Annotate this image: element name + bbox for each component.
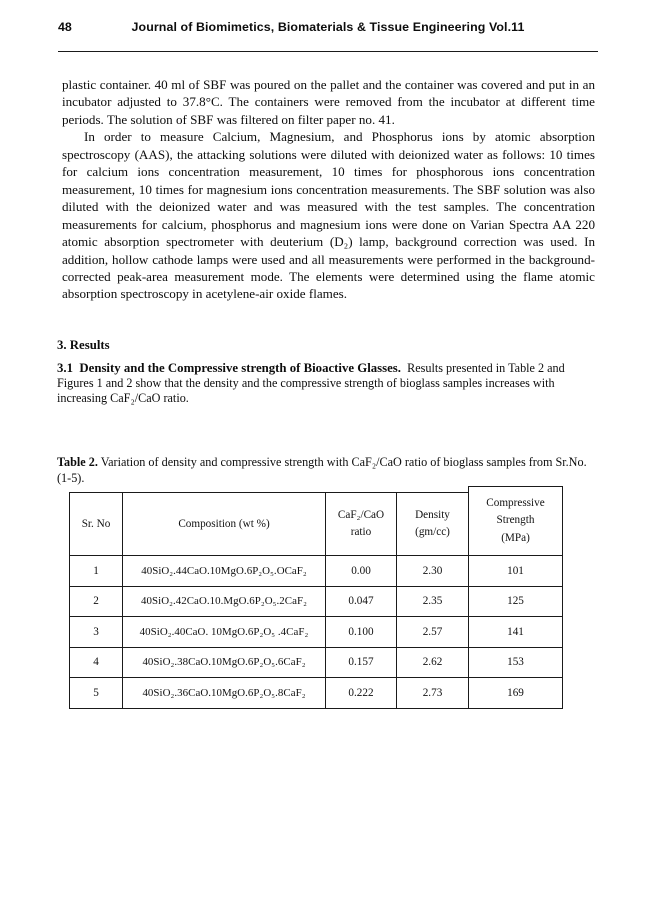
cell-composition: 40SiO₂.44CaO.10MgO.6P₂O₅.OCaF₂ [123, 556, 326, 587]
table-caption-label: Table 2. [57, 455, 98, 469]
table-row [70, 678, 563, 709]
cell-density: 2.57 [397, 617, 469, 648]
header-ratio-line2: ratio [350, 526, 372, 538]
cell-composition: 40SiO₂.36CaO.10MgO.6P₂O₅.8CaF₂ [123, 678, 326, 709]
subsection-3-1 [57, 361, 597, 407]
cell-sr-no: 3 [70, 617, 123, 648]
table-header-row [70, 493, 563, 556]
header-strength-line3: (MPa) [501, 531, 530, 544]
section-heading-results: 3. Results [57, 338, 110, 352]
cell-sr-no: 2 [70, 586, 123, 617]
cell-composition: 40SiO₂.38CaO.10MgO.6P₂O₅.6CaF₂ [123, 647, 326, 678]
table-row [70, 586, 563, 617]
cell-sr-no: 4 [70, 647, 123, 678]
cell-ratio: 0.047 [326, 586, 397, 617]
header-cell-density [397, 493, 469, 556]
subsection-number: 3.1 [57, 361, 73, 375]
cell-sr-no: 5 [70, 678, 123, 709]
header-composition-label: Composition (wt %) [178, 517, 270, 530]
cell-density: 2.73 [397, 678, 469, 709]
header-rule [58, 51, 598, 52]
header-cell-compressive-strength [469, 493, 563, 556]
table-row [70, 617, 563, 648]
table-2 [69, 492, 563, 709]
cell-strength: 169 [469, 678, 563, 709]
header-cell-composition [123, 493, 326, 556]
table-caption-text: Variation of density and compressive strength with CaF₂/CaO ratio of bioglass samples from Sr.No.(1-5). [57, 455, 587, 485]
table-caption [57, 455, 598, 486]
cell-ratio: 0.100 [326, 617, 397, 648]
paragraph-2: In order to measure Calcium, Magnesium, and Phosphorus ions by atomic absorption spectroscopy (AAS), the attacking solutions were diluted with deionized water as follows: 10 times for calcium ions concentration measurement, 10 times for phosphorous ions concentration measurement, 10 times for magnesium ions concentration measurements. The SBF solution was also diluted with the deionized water and was measured with the test samples. The concentration measurements for calcium, phosphorus and magnesium ions were done on Varian Spectra AA 220 atomic absorption spectrometer with deuterium (D₂) lamp, background correction was used. In addition, hollow cathode lamps were used and all measurements were performed in the background-corrected peak-area measurement mode. The elements were determined using the flame atomic absorption spectroscopy in acetylene-air oxide flames. [62, 129, 595, 302]
header-ratio-line1: CaF₂/CaO [337, 509, 385, 521]
cell-ratio: 0.222 [326, 678, 397, 709]
paragraph-1: plastic container. 40 ml of SBF was poured on the pallet and the container was covered and put in an incubator adjusted to 37.8°C. The containers were removed from the incubator at different time periods. The solution of SBF was filtered on filter paper no. 41. [62, 77, 595, 127]
header-strength-line1: Compressive [486, 496, 545, 509]
cell-ratio: 0.157 [326, 647, 397, 678]
header-cell-ratio [326, 493, 397, 556]
cell-ratio: 0.00 [326, 556, 397, 587]
body-column [62, 76, 595, 303]
cell-strength: 153 [469, 647, 563, 678]
header-sr-no-label: Sr. No [81, 517, 111, 530]
cell-strength: 101 [469, 556, 563, 587]
table-row [70, 647, 563, 678]
header-cell-sr-no [70, 493, 123, 556]
table-2-container [69, 492, 563, 709]
table-row [70, 556, 563, 587]
header-density-line2: (gm/cc) [415, 526, 450, 538]
header-strength-line2: Strength [496, 514, 535, 527]
cell-density: 2.62 [397, 647, 469, 678]
cell-composition: 40SiO₂.40CaO. 10MgO.6P₂O₅ .4CaF₂ [123, 617, 326, 648]
cell-density: 2.30 [397, 556, 469, 587]
subsection-runin-title: Density and the Compressive strength of Bioactive Glasses. [79, 361, 401, 375]
header-density-line1: Density [415, 509, 450, 521]
journal-title: Journal of Biomimetics, Biomaterials & Tissue Engineering Vol.11 [131, 20, 525, 34]
subsection-body-text: Results presented in Table 2 and Figures 1 and 2 show that the density and the compressive strength of bioglass samples increases with increasing CaF₂/CaO ratio. [57, 361, 565, 406]
page-number: 48 [58, 20, 72, 34]
cell-strength: 141 [469, 617, 563, 648]
cell-density: 2.35 [397, 586, 469, 617]
running-head [58, 20, 598, 42]
cell-composition: 40SiO₂.42CaO.10.MgO.6P₂O₅.2CaF₂ [123, 586, 326, 617]
cell-strength: 125 [469, 586, 563, 617]
cell-sr-no: 1 [70, 556, 123, 587]
